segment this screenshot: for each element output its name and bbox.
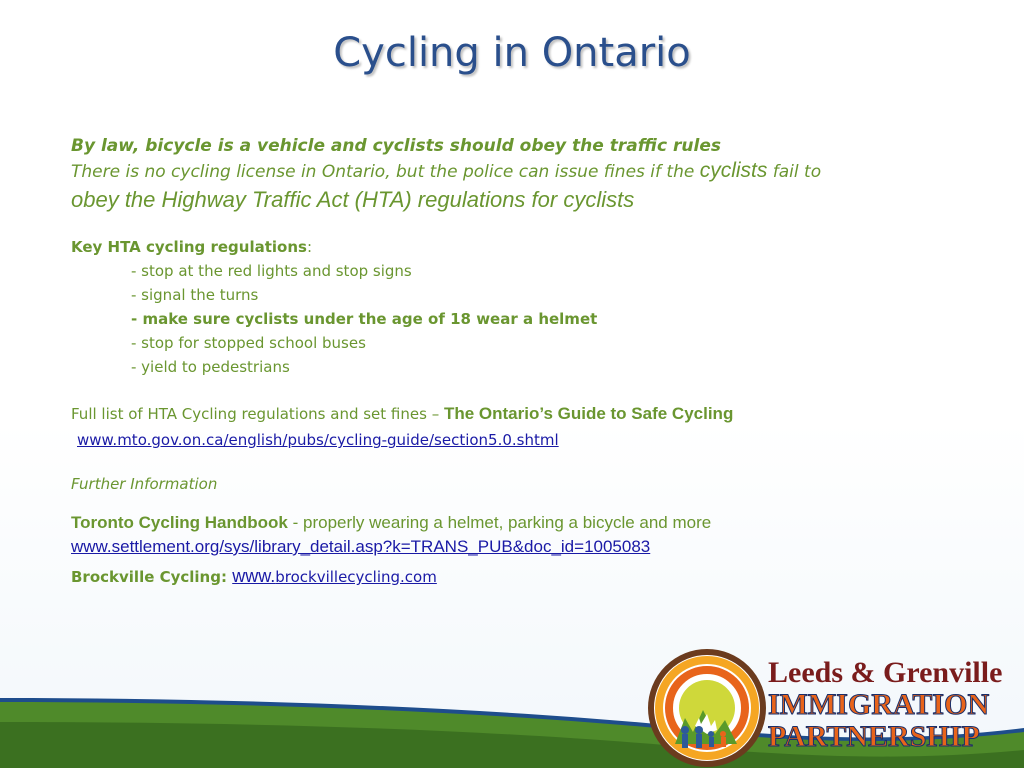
license-text-b: cyclists bbox=[699, 159, 768, 182]
guide-title: The Ontario’s Guide to Safe Cycling bbox=[443, 404, 734, 423]
reg-item: - yield to pedestrians bbox=[131, 358, 290, 376]
brockville-link-domain: brockvillecycling.com bbox=[275, 568, 437, 586]
reg-item: - signal the turns bbox=[131, 286, 259, 304]
key-regs-colon: : bbox=[306, 238, 313, 256]
brockville-label: Brockville Cycling: bbox=[71, 568, 233, 586]
brockville-link[interactable] bbox=[232, 567, 437, 586]
settlement-link[interactable]: www.settlement.org/sys/library_detail.asp?k=TRANS_PUB&doc_id=1005083 bbox=[71, 537, 651, 556]
slide-title: Cycling in Ontario bbox=[333, 30, 691, 76]
toronto-title: Toronto Cycling Handbook bbox=[71, 513, 288, 532]
further-info-heading: Further Information bbox=[71, 475, 218, 493]
mto-guide-link[interactable]: www.mto.gov.on.ca/english/pubs/cycling-guide/section5.0.shtml bbox=[77, 431, 559, 449]
full-list-text: Full list of HTA Cycling regulations and set fines – bbox=[71, 405, 444, 423]
license-text-d: obey the Highway Traffic Act (HTA) regulations for cyclists bbox=[71, 187, 635, 212]
partnership-logo-text bbox=[768, 657, 1002, 753]
toronto-line bbox=[71, 511, 951, 535]
slide-body bbox=[71, 136, 951, 590]
reg-item: - stop at the red lights and stop signs bbox=[131, 262, 412, 280]
key-regs-title: Key HTA cycling regulations bbox=[71, 238, 307, 256]
brockville-link-www: www. bbox=[232, 566, 276, 586]
partnership-logo-icon bbox=[645, 648, 769, 768]
full-list-line bbox=[71, 401, 951, 427]
reg-item-helmet: - make sure cyclists under the age of 18 wear a helmet bbox=[131, 310, 598, 328]
reg-item: - stop for stopped school buses bbox=[131, 334, 366, 352]
license-text-a: There is no cycling license in Ontario, but the police can issue fines if the bbox=[71, 162, 700, 182]
toronto-desc: - properly wearing a helmet, parking a bicycle and more bbox=[287, 513, 712, 532]
license-text-c: fail to bbox=[767, 162, 822, 182]
logo-line-3: PARTNERSHIP bbox=[768, 720, 980, 753]
logo-line-1: Leeds & Grenville bbox=[768, 656, 1003, 689]
key-regs-heading bbox=[71, 235, 951, 259]
license-statement bbox=[71, 158, 951, 185]
logo-line-2: IMMIGRATION bbox=[768, 688, 990, 721]
brockville-line bbox=[71, 563, 951, 590]
law-statement: By law, bicycle is a vehicle and cyclists should obey the traffic rules bbox=[71, 136, 721, 156]
